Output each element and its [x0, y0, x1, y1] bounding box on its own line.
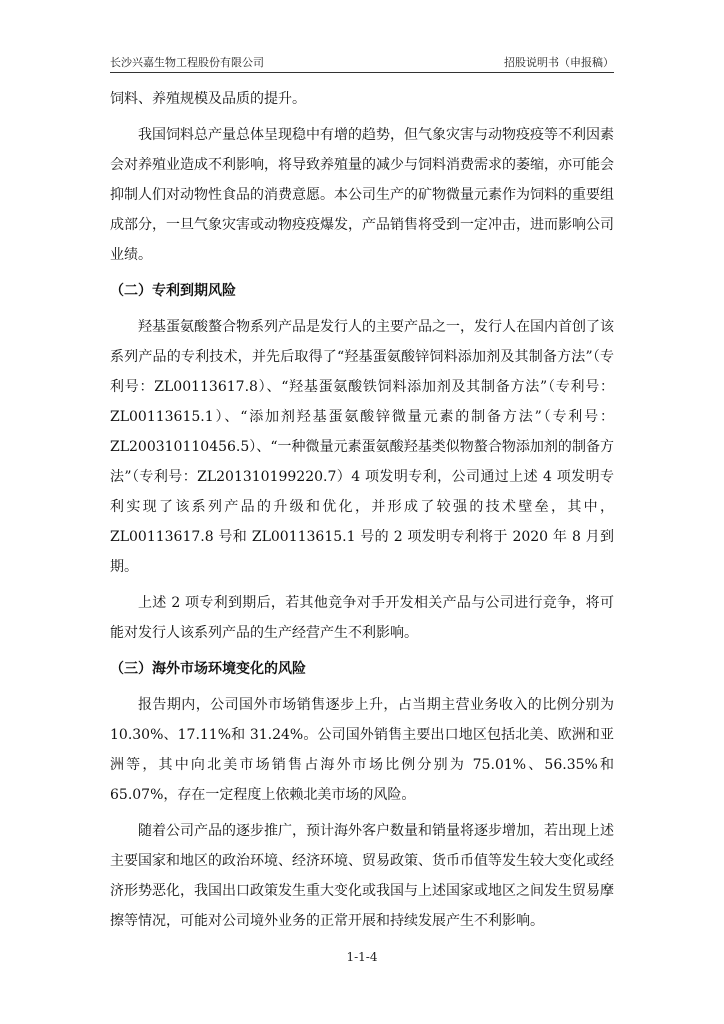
paragraph-overseas-sales: 报告期内，公司国外市场销售逐步上升，占当期主营业务收入的比例分别为 10.30%、17.11%和 31.24%。公司国外销售主要出口地区包括北美、欧洲和亚洲等，其中向北美市场销售占海外市场比例分别为 75.01%、56.35%和 65.07%，存在一定程度上依赖北美市场的风险。 [110, 697, 614, 803]
header-company-name: 长沙兴嘉生物工程股份有限公司 [110, 56, 264, 69]
header-document-title: 招股说明书（申报稿） [504, 56, 614, 69]
paragraph-continuation: 饲料、养殖规模及品质的提升。 [110, 91, 306, 107]
paragraph-patent-expiry-impact: 上述 2 项专利到期后，若其他竞争对手开发相关产品与公司进行竞争，将可能对发行人该系列产品的生产经营产生不利影响。 [110, 595, 614, 641]
page-number: 1-1-4 [346, 950, 378, 964]
paragraph-patent-details: 羟基蛋氨酸螯合物系列产品是发行人的主要产品之一，发行人在国内首创了该系列产品的专利技术，并先后取得了“羟基蛋氨酸锌饲料添加剂及其制备方法”（专利号：ZL00113617.8）、“羟基蛋氨酸铁饲料添加剂及其制备方法”（专利号：ZL00113615.1）、“添加剂羟基蛋氨酸锌微量元素的制备方法”（专利号：ZL200310110456.5）、“一种微量元素蛋氨酸羟基类似物螯合物添加剂的制备方法”（专利号：ZL201310199220.7）4 项发明专利，公司通过上述 4 项发明专利实现了该系列产品的升级和优化，并形成了较强的技术壁垒，其中，ZL00113617.8 号和 ZL00113615.1 号的 2 项发明专利将于 2020 年 8 月到期。 [110, 319, 614, 575]
section-heading-overseas-risk: （三）海外市场环境变化的风险 [110, 661, 306, 677]
paragraph-feed-industry-risk: 我国饲料总产量总体呈现稳中有增的趋势，但气象灾害与动物疫疫等不利因素会对养殖业造成不利影响，将导致养殖量的减少与饲料消费需求的萎缩，亦可能会抑制人们对动物性食品的消费意愿。本公司生产的矿物微量元素作为饲料的重要组成部分，一旦气象灾害或动物疫疫爆发，产品销售将受到一定冲击，进而影响公司业绩。 [110, 127, 614, 263]
page-header [110, 52, 614, 73]
paragraph-overseas-outlook: 随着公司产品的逐步推广，预计海外客户数量和销量将逐步增加，若出现上述主要国家和地区的政治环境、经济环境、贸易政策、货币币值等发生较大变化或经济形势恶化，我国出口政策发生重大变化或我国与上述国家或地区之间发生贸易摩擦等情况，可能对公司境外业务的正常开展和持续发展产生不利影响。 [110, 823, 614, 929]
section-heading-patent-risk: （二）专利到期风险 [110, 283, 236, 299]
page-content [110, 84, 614, 942]
